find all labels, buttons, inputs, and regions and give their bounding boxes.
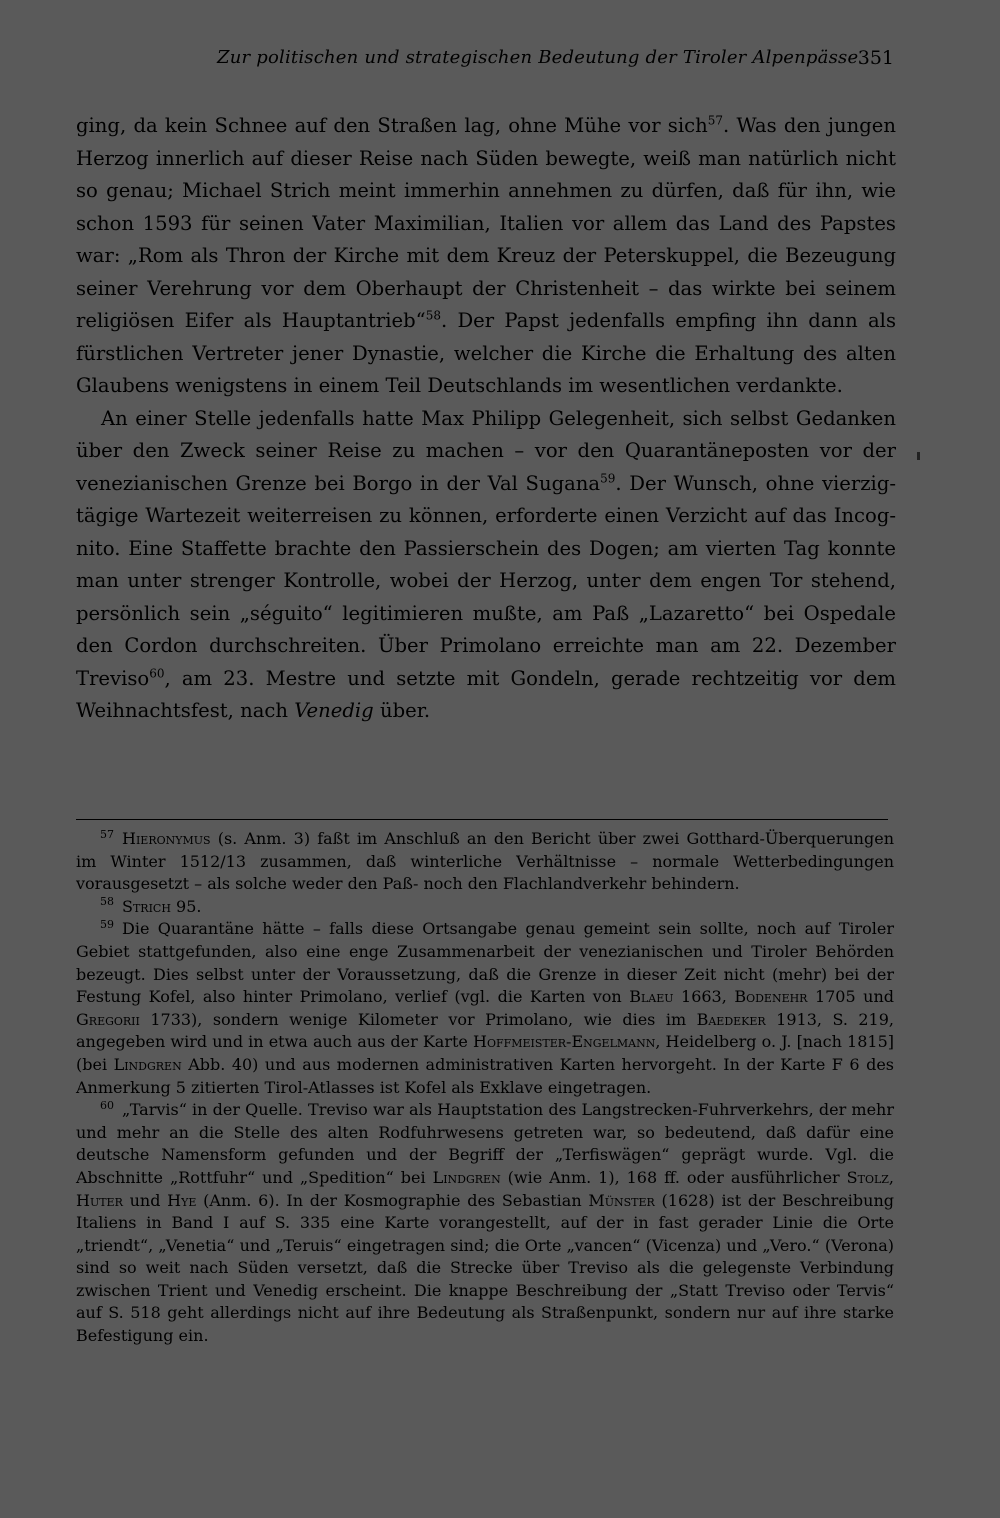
- footnote-ref-59[interactable]: 59: [600, 470, 616, 485]
- author-name: Blaeu: [629, 987, 674, 1007]
- footnote-ref-60[interactable]: 60: [149, 665, 165, 680]
- footnote-text: 1913, S. 219, angegeben wird und in etwa auch aus der Karte: [76, 1009, 895, 1052]
- footnote-text: (wie Anm. 1), 168 ff. oder ausführlicher: [500, 1167, 847, 1187]
- footnote-divider: [76, 819, 888, 820]
- author-name: Baedeker: [696, 1009, 766, 1029]
- footnotes: [76, 828, 894, 1348]
- paragraph-text: . Der Papst jedenfalls empfing ihn dann als fürstlichen Vertreter jener Dynastie, welcher die Kirche die Erhaltung des alten Glaubens wenigstens in einem Teil Deutschlands im wesentlichen verdankte.: [76, 309, 896, 397]
- author-name: Huter: [76, 1190, 123, 1210]
- running-title: Zur politischen und strategischen Bedeutung der Tiroler Alpenpässe: [217, 47, 859, 68]
- footnote-text: Abb. 40) und aus modernen administrativen Karten hervorgeht. In der Karte F 6 des Anmerkung 5 zitierten Tirol-Atlasses ist Kofel als Exklave eingetragen.: [76, 1054, 894, 1097]
- paragraph-text: . Was den jungen Herzog innerlich auf dieser Reise nach Süden bewegte, weiß man natürlich nicht so genau; Michael Strich meint immerhin annehmen zu dürfen, daß für ihn, wie schon 1593 für seinen Vater Maximilian, Italien vor allem das Land des Papstes war: „Rom als Thron der Kirche mit dem Kreuz der Peterskuppel, die Bezeugung seiner Verehrung vor dem Oberhaupt der Christenheit – das wirkte bei seinem religiösen Eifer als Hauptantrieb“: [76, 114, 896, 332]
- footnote-57: [76, 828, 894, 896]
- paragraph-text: An einer Stelle jedenfalls hatte Max Philipp Gelegenheit, sich selbst Gedanken über den Zweck seiner Reise zu machen – vor den Quarantäneposten vor der venezianischen Grenze bei Borgo in der Val Sugana: [76, 406, 896, 495]
- footnote-59: [76, 918, 894, 1099]
- paragraph-2: [76, 403, 896, 728]
- author-name: Stolz: [846, 1167, 889, 1187]
- author-name: Hye: [167, 1190, 197, 1210]
- page-header: [0, 47, 1000, 77]
- footnote-text: , Heidelberg o. J. [nach 1815] (bei: [76, 1032, 894, 1074]
- author-name: Gregorii: [76, 1009, 140, 1029]
- main-text: [76, 110, 896, 728]
- paragraph-text: , am 23. Mestre und setzte mit Gondeln, gerade rechtzeitig vor dem Weihnachtsfest, nach: [76, 666, 896, 722]
- footnote-text: Die Quarantäne hätte – falls diese Ortsangabe genau gemeint sein sollte, noch auf Tiroler Gebiet stattgefunden, also eine enge Zusammenarbeit der venezianischen und Tiroler Behörden bezeugt. Dies selbst unter der Voraussetzung, daß die Grenze in dieser Zeit nicht (mehr) bei der Festung Kofel, also hinter Primolano, verlief (vgl. die Karten von: [76, 919, 894, 1007]
- author-name: Bodenehr: [734, 987, 808, 1007]
- author-name: Hoffmeister-Engelmann: [473, 1032, 656, 1052]
- paragraph-text: . Der Wunsch, ohne vierzigtägige Wartezeit weiterreisen zu können, erforderte einen Verzicht auf das Incognito. Eine Staffette brachte den Passierschein des Dogen; am vierten Tag konnte man unter strenger Kontrolle, wobei der Herzog, unter dem engen Tor stehend, persönlich sein „séguito“ legitimieren mußte, am Paß „Lazaretto“ bei Ospedale den Cordon durchschreiten. Über Primolano erreichte man am 22. Dezember Treviso: [76, 471, 896, 690]
- footnote-text: (1628) ist der Beschreibung Italiens in Band I auf S. 335 eine Karte vorangestellt, auf der in fast gerader Linie die Orte „triendt“, „Venetia“ und „Teruis“ eingetragen sind; die Orte „vancen“ (Vicenza) und „Vero.“ (Verona) sind so weit nach Süden versetzt, daß die Strecke über Treviso als die gelegenste Verbindung zwischen Trient und Venedig erscheint. Die knappe Beschreibung der „Statt Treviso oder Tervis“ auf S. 518 geht allerdings nicht auf ihre Bedeutung als Straßenpunkt, sondern nur auf ihre starke Befestigung ein.: [76, 1190, 894, 1346]
- author-name: Strich: [122, 896, 171, 916]
- paragraph-text: über.: [373, 699, 431, 722]
- footnote-ref-58[interactable]: 58: [425, 308, 441, 323]
- footnote-text: 1705 und: [807, 987, 895, 1007]
- footnote-number: 60: [100, 1098, 114, 1112]
- footnote-text: und: [122, 1190, 168, 1210]
- author-name: Hieronymus: [122, 829, 211, 848]
- italic-place-name: Venedig: [294, 699, 374, 722]
- footnote-text: 95.: [170, 896, 202, 916]
- author-name: Lindgren: [432, 1167, 501, 1187]
- footnote-number: 57: [100, 827, 114, 841]
- footnote-58: [76, 896, 894, 919]
- footnote-number: 58: [100, 895, 114, 909]
- footnote-text: 1733), sondern wenige Kilometer vor Primolano, wie dies im: [139, 1009, 697, 1029]
- paragraph-1: [76, 110, 896, 403]
- footnote-60: [76, 1099, 894, 1348]
- author-name: Münster: [588, 1190, 655, 1210]
- scan-mark: [917, 452, 920, 460]
- page-number: 351: [857, 47, 894, 69]
- footnote-text: (s. Anm. 3) faßt im Anschluß an den Bericht über zwei Gotthard-Überquerungen im Winter 1512/13 zusammen, daß winterliche Verhältnisse – normale Wetterbedingungen vorausgesetzt – als solche weder den Paß- noch den Flachlandverkehr behindern.: [76, 829, 894, 894]
- footnote-text: „Tarvis“ in der Quelle. Treviso war als Hauptstation des Langstrecken-Fuhrverkehrs, der mehr und mehr an die Stelle des alten Rodfuhrwesens getreten war, so bedeutend, daß dafür eine deutsche Namensform gefunden und der Begriff der „Terfiswägen“ geprägt wurde. Vgl. die Abschnitte „Rottfuhr“ und „Spedition“ bei: [76, 1100, 894, 1187]
- footnote-text: (Anm. 6). In der Kosmographie des Sebastian: [196, 1190, 589, 1210]
- footnote-text: ,: [888, 1167, 894, 1187]
- paragraph-text: ging, da kein Schnee auf den Straßen lag, ohne Mühe vor sich: [76, 114, 708, 137]
- footnote-text: 1663,: [673, 987, 735, 1007]
- footnote-number: 59: [100, 918, 114, 932]
- footnote-ref-57[interactable]: 57: [707, 113, 724, 128]
- author-name: Lindgren: [113, 1054, 182, 1074]
